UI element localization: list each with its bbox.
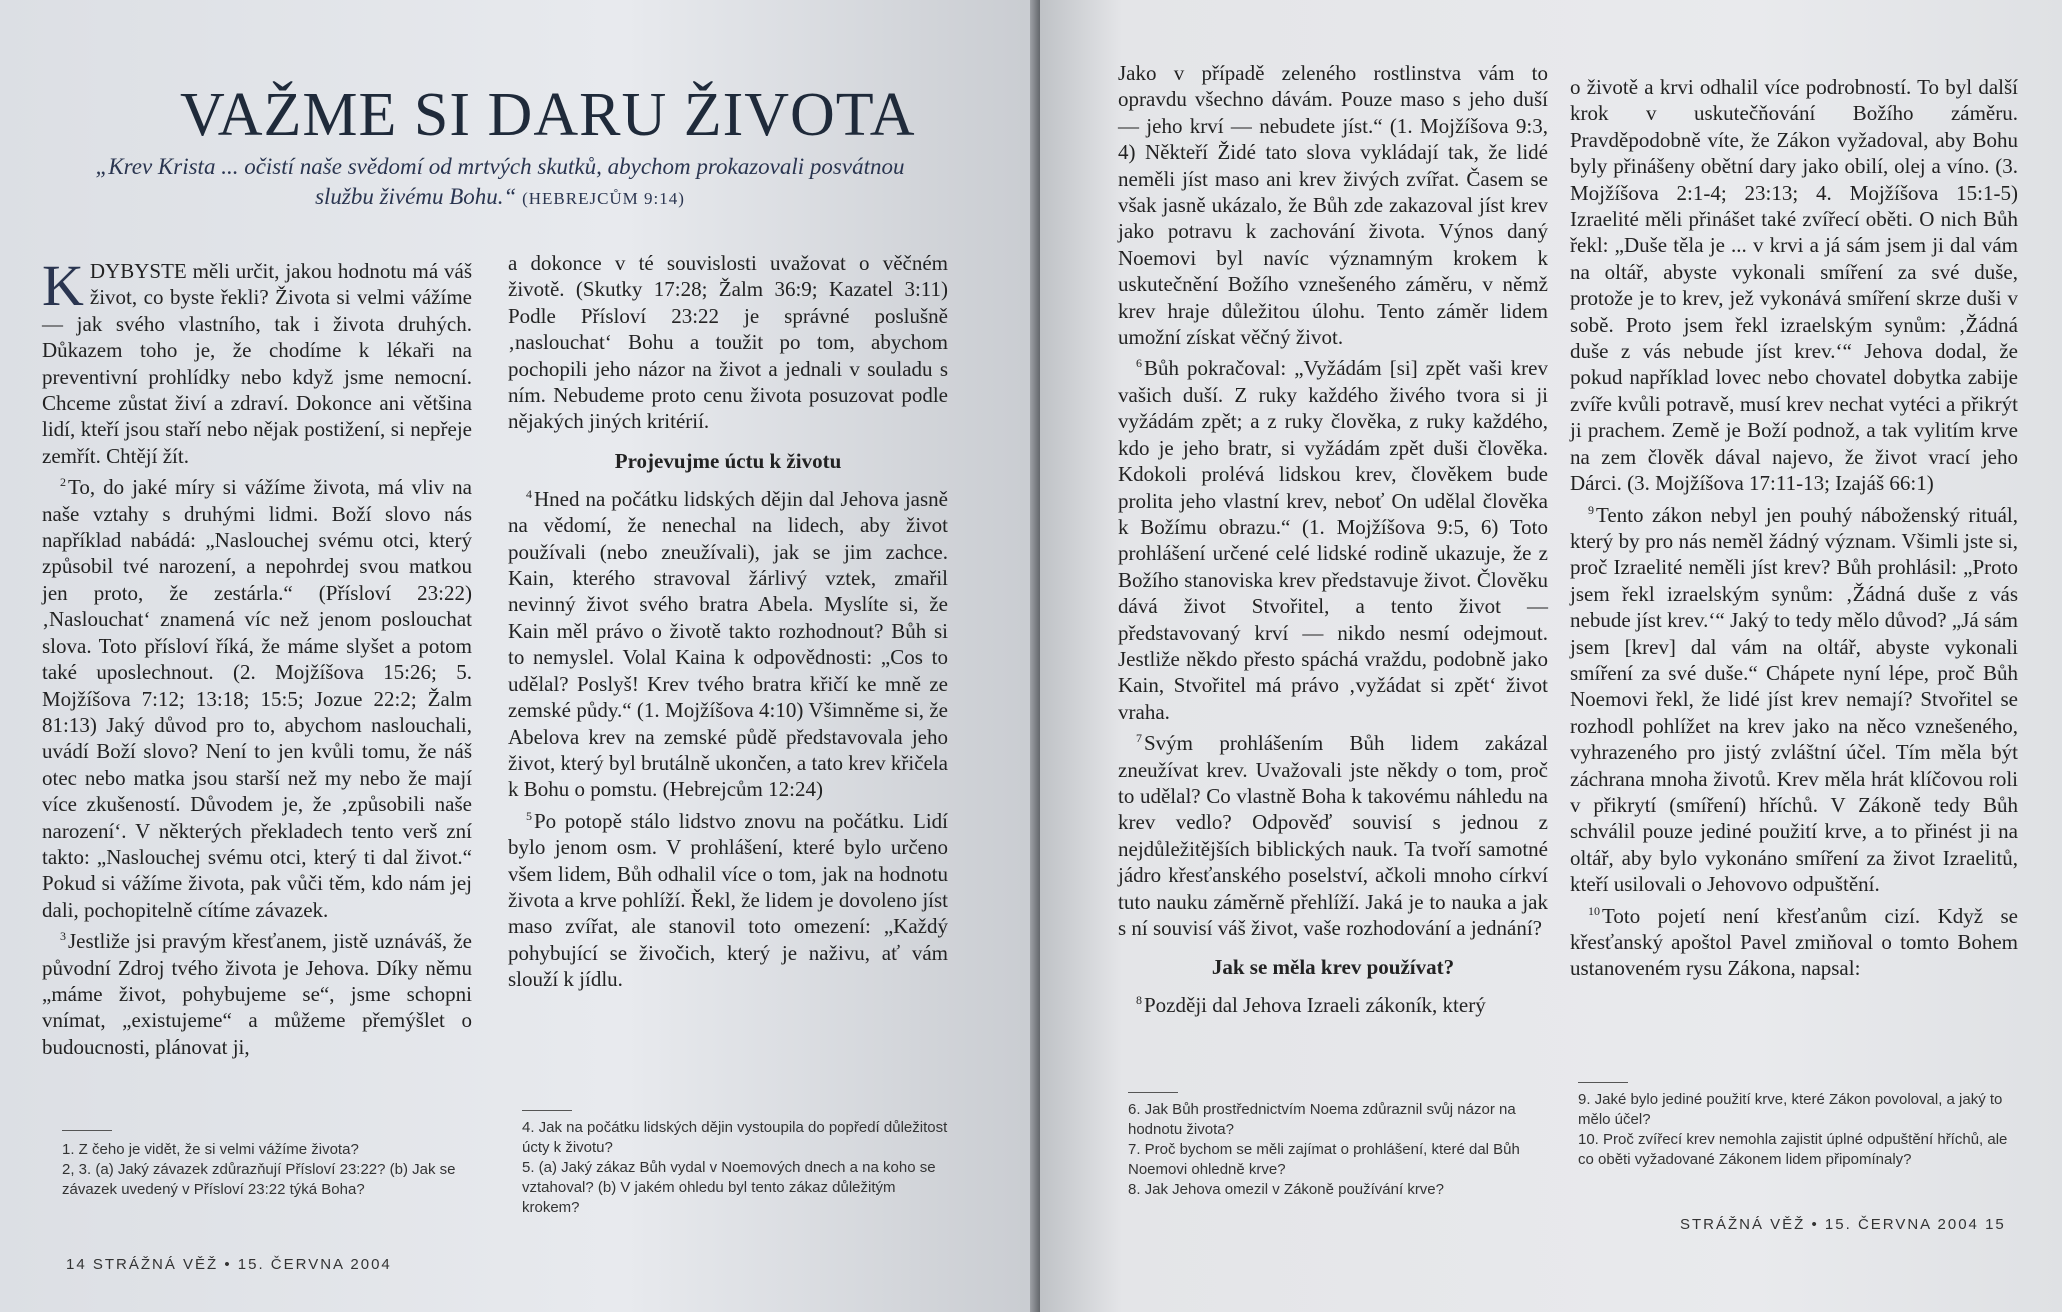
paragraph-7: $^7$Svým prohlášením Bůh lidem zakázal zneužívat krev. Uvažovali jste někdy o tom, proč to udělal? Co vlastně Boha k takovému náhledu na krev vedlo? Odpověď souvisí s jednou z nejdůležitějších biblických nauk. Ta tvoří samotné jádro křesťanského poselství, ačkoli mnoho církví tuto nauku záměrně přehlíží. Jaká je to nauka a jak s ní souvisí váš život, vaše rozhodování a jednání? [1118,731,1548,940]
paragraph-continued: Jako v případě zeleného rostlinstva vám to opravdu všechno dávám. Pouze maso s jeho duší — jeho krví — nebudete jíst.“ (1. Mojžíšova 9:3, 4) Někteří Židé tato slova vykládají tak, že lidé neměli jíst maso ani krev živých zvířat. Časem se však jasně ukázalo, že Bůh zde zakazoval jíst krev jako potravu k zachování života. Výnos daný Noemovi byl navíc významným krokem k uskutečnění Božího vznešeného záměru, v němž krev hraje důležitou úlohu. Tento záměr lidem umožní získat věčný život. [1118,61,1548,350]
right-column-1 [1118,60,1548,1019]
question: 1. Z čeho je vidět, že si velmi vážíme života? [62,1141,359,1158]
study-questions-4 [1578,1090,2018,1170]
left-column-1 [42,253,472,1060]
article-title: VAŽME SI DARU ŽIVOTA [180,81,916,149]
page-footer-right: STRÁŽNÁ VĚŽ • 15. ČERVNA 2004 15 [1680,1216,2006,1233]
paragraph-3: $^3$Jestliže jsi pravým křesťanem, jistě uznáváš, že původní Zdroj tvého života je Jehova. Díky němu „máme život, pohybujeme se“, jsme schopni vnímat, „existujeme“ a můžeme přemýšlet o budoucnosti, plánovat ji, [42,929,472,1059]
paragraph-10: $^{10}$Toto pojetí není křesťanům cizí. Když se křesťanský apoštol Pavel zmiňoval o tomto Bohem ustanoveném rysu Zákona, napsal: [1570,903,2018,981]
footnote-rule [1128,1092,1178,1093]
paragraph-4: $^4$Hned na počátku lidských dějin dal Jehova jasně na vědomí, že nenechal na lidech, aby život používali (nebo zneužívali), jak se jim zachce. Kain, kterého stravoval žárlivý vztek, zmařil nevinný život svého bratra Abela. Myslíte si, že Kain měl právo o životě takto rozhodnout? Bůh si to nemyslel. Volal Kaina k odpovědnosti: „Cos to udělal? Poslyš! Krev tvého bratra křičí ke mně ze zemské půdy.“ (1. Mojžíšova 4:10) Všimněme si, že Abelova krev na zemské půdě představovala jeho život, který byl brutálně ukončen, a tato krev křičela k Bohu o pomstu. (Hebrejcům 12:24) [508,486,948,802]
question: 4. Jak na počátku lidských dějin vystoupila do popředí důležitost úcty k životu? [522,1119,948,1156]
question: 9. Jaké bylo jediné použití krve, které Zákon povoloval, a jaký to mělo účel? [1578,1091,2003,1128]
theme-scripture [80,152,920,214]
footnote-rule [62,1130,112,1131]
paragraph-1: KDYBYSTE měli určit, jakou hodnotu má váš život, co byste řekli? Života si velmi vážíme — jak svého vlastního, tak i života druhých. Důkazem toho je, že chodíme k lékaři na preventivní prohlídky nebo když jsme nemocní. Chceme zůstat živí a zdraví. Dokonce ani většina lidí, kteří jsou staří nebo nějak postižení, si nepřeje zemřít. Chtějí žít. [42,253,472,468]
paragraph-2: $^2$To, do jaké míry si vážíme života, má vliv na naše vztahy s druhými lidmi. Boží slovo nás například nabádá: „Naslouchej svému otci, který způsobil tvé narození, a nepohrdej svou matkou jen proto, že zestárla.“ (Přísloví 23:22) ‚Naslouchat‘ znamená víc než jenom poslouchat slova. Toto přísloví říká, že máme slyšet a potom také uposlechnout. (2. Mojžíšova 15:26; 5. Mojžíšova 7:12; 13:18; 15:5; Jozue 22:2; Žalm 81:13) Jaký důvod pro to, abychom naslouchali, uvádí Boží slovo? Není to jen kvůli tomu, že náš otec nebo matka jsou starší než my nebo že mají více zkušeností. Důvodem je, že ‚způsobili naše narození‘. V některých překladech tento verš zní takto: „Naslouchej svému otci, který ti dal život.“ Pokud si vážíme života, pak vůči těm, kdo nám jej dali, pochopitelně cítíme závazek. [42,475,472,922]
question: 5. (a) Jaký zákaz Bůh vydal v Noemových dnech a na koho se vztahoval? (b) V jakém ohledu byl tento zákaz důležitým krokem? [522,1159,936,1216]
paragraph-continued: a dokonce v té souvislosti uvažovat o věčném životě. (Skutky 17:28; Žalm 36:9; Kazatel 3:11) Podle Přísloví 23:22 je správné poslušně ‚naslouchat‘ Bohu a toužit po tom, abychom pochopili jeho názor na život a jednali v souladu s ním. Nebudeme proto cenu života posuzovat podle nějakých jiných kritérií. [508,251,948,434]
paragraph-9: $^9$Tento zákon nebyl jen pouhý náboženský rituál, který by pro nás neměl žádný význam. Všimli jste si, proč Izraelité neměli jíst krev? Bůh prohlásil: „Proto jsem řekl izraelským synům: ‚Žádná duše z vás nebude jíst krev.‘“ Jaký to tedy mělo důvod? „Já sám jsem [krev] dal vám na oltář, abyste vykonali smíření za své duše.“ Chápete nyní lépe, proč Bůh Noemovi řekl, že lidé jíst krev nemají? Stvořitel se rozhodl pohlížet na krev jako na něco vznešeného, vyhrazeného pro jistý zvláštní účel. Tím měla být záchrana mnoha životů. Krev měla hrát klíčovou roli v přikrytí (smíření) hříchů. V Zákoně tedy Bůh schválil pouze jediné použití krve, a to přinést ji na oltář, aby bylo vykonáno smíření za život Izraelitů, kteří usilovali o Jehovovo odpuštění. [1570,502,2018,897]
question: 6. Jak Bůh prostřednictvím Noema zdůraznil svůj názor na hodnotu života? [1128,1101,1516,1138]
theme-quote-text: „Krev Krista ... očistí naše svědomí od mrtvých skutků, abychom prokazovali posvátnou službu živému Bohu.“ [95,154,905,209]
footnote-rule [522,1110,572,1111]
subheading: Jak se měla krev používat? [1211,955,1455,980]
study-questions-3 [1128,1100,1558,1200]
study-questions-2 [522,1118,952,1218]
subheading: Projevujme úctu k životu [614,448,842,473]
page-footer-left: 14 STRÁŽNÁ VĚŽ • 15. ČERVNA 2004 [66,1256,392,1273]
question: 10. Proč zvířecí krev nemohla zajistit úplné odpuštění hříchů, ale co oběti vyžadované Zákonem lidem připomínaly? [1578,1131,2008,1168]
left-column-2 [508,250,948,993]
study-questions-1 [62,1140,492,1200]
question: 7. Proč bychom se měli zajímat o prohlášení, které dal Bůh Noemovi ohledně krve? [1128,1141,1520,1178]
footnote-rule [1578,1082,1628,1083]
paragraph-6: $^6$Bůh pokračoval: „Vyžádám [si] zpět vaši krev vašich duší. Z ruky každého živého tvora si ji vyžádám zpět; a z ruky člověka, z ruky každého, kdo je jeho bratr, si vyžádám zpět duši člověka. Kdokoli prolévá lidskou krev, člověkem bude prolita jeho vlastní krev, neboť On udělal člověka k Božímu obrazu.“ (1. Mojžíšova 9:5, 6) Toto prohlášení určené celé lidské rodině ukazuje, že z Božího stanoviska krev představuje život. Člověku dává život Stvořitel, a tento život — představovaný krví — nikdo nesmí odejmout. Jestliže někdo přesto spáchá vraždu, podobně jako Kain, Stvořitel má právo ‚vyžádat si zpět‘ život vraha. [1118,356,1548,724]
drop-cap: K [42,253,84,318]
paragraph-5: $^5$Po potopě stálo lidstvo znovu na počátku. Lidí bylo jenom osm. V prohlášení, které bylo určeno všem lidem, Bůh odhalil více o tom, jak na hodnotu života a krve pohlíží. Řekl, že lidem je dovoleno jíst maso zvířat, ale stanovil toto omezení: „Každý pohybující se živočich, který je naživu, ať vám slouží k jídlu. [508,808,948,992]
question: 2, 3. (a) Jaký závazek zdůrazňují Přísloví 23:22? (b) Jak se závazek uvedený v Přísloví 23:22 týká Boha? [62,1161,456,1198]
question: 8. Jak Jehova omezil v Zákoně používání krve? [1128,1181,1444,1198]
right-column-2 [1570,74,2018,982]
paragraph-8: $^8$Později dal Jehova Izraeli zákoník, který [1136,993,1486,1018]
right-page [1040,0,2062,1312]
paragraph-continued: o životě a krvi odhalil více podrobností. To byl další krok v uskutečňování Božího záměru. Pravděpodobně víte, že Zákon vyžadoval, aby Bohu byly přinášeny obětní dary jako obilí, olej a víno. (3. Mojžíšova 2:1-4; 23:13; 4. Mojžíšova 15:1-5) Izraelité měli přinášet také zvířecí oběti. O nich Bůh řekl: „Duše těla je ... v krvi a já sám jsem ji dal vám na oltář, abyste vykonali smíření za své duše, protože je to krev, jež vykonává smíření skrze duši v sobě. Proto jsem řekl izraelským synům: ‚Žádná duše z vás nebude jíst krev.‘“ Jehova dodal, že pokud například lovec nebo chovatel dobytka zabije zvíře kvůli potravě, musí krev nechat vytéci a přikrýt ji prachem. Země je Boží podnož, a tak vylitím krve na zem člověk dával najevo, že život vrací jeho Dárci. (3. Mojžíšova 17:11-13; Izajáš 66:1) [1570,75,2018,496]
theme-quote-reference: (HEBREJCŮM 9:14) [522,189,685,208]
